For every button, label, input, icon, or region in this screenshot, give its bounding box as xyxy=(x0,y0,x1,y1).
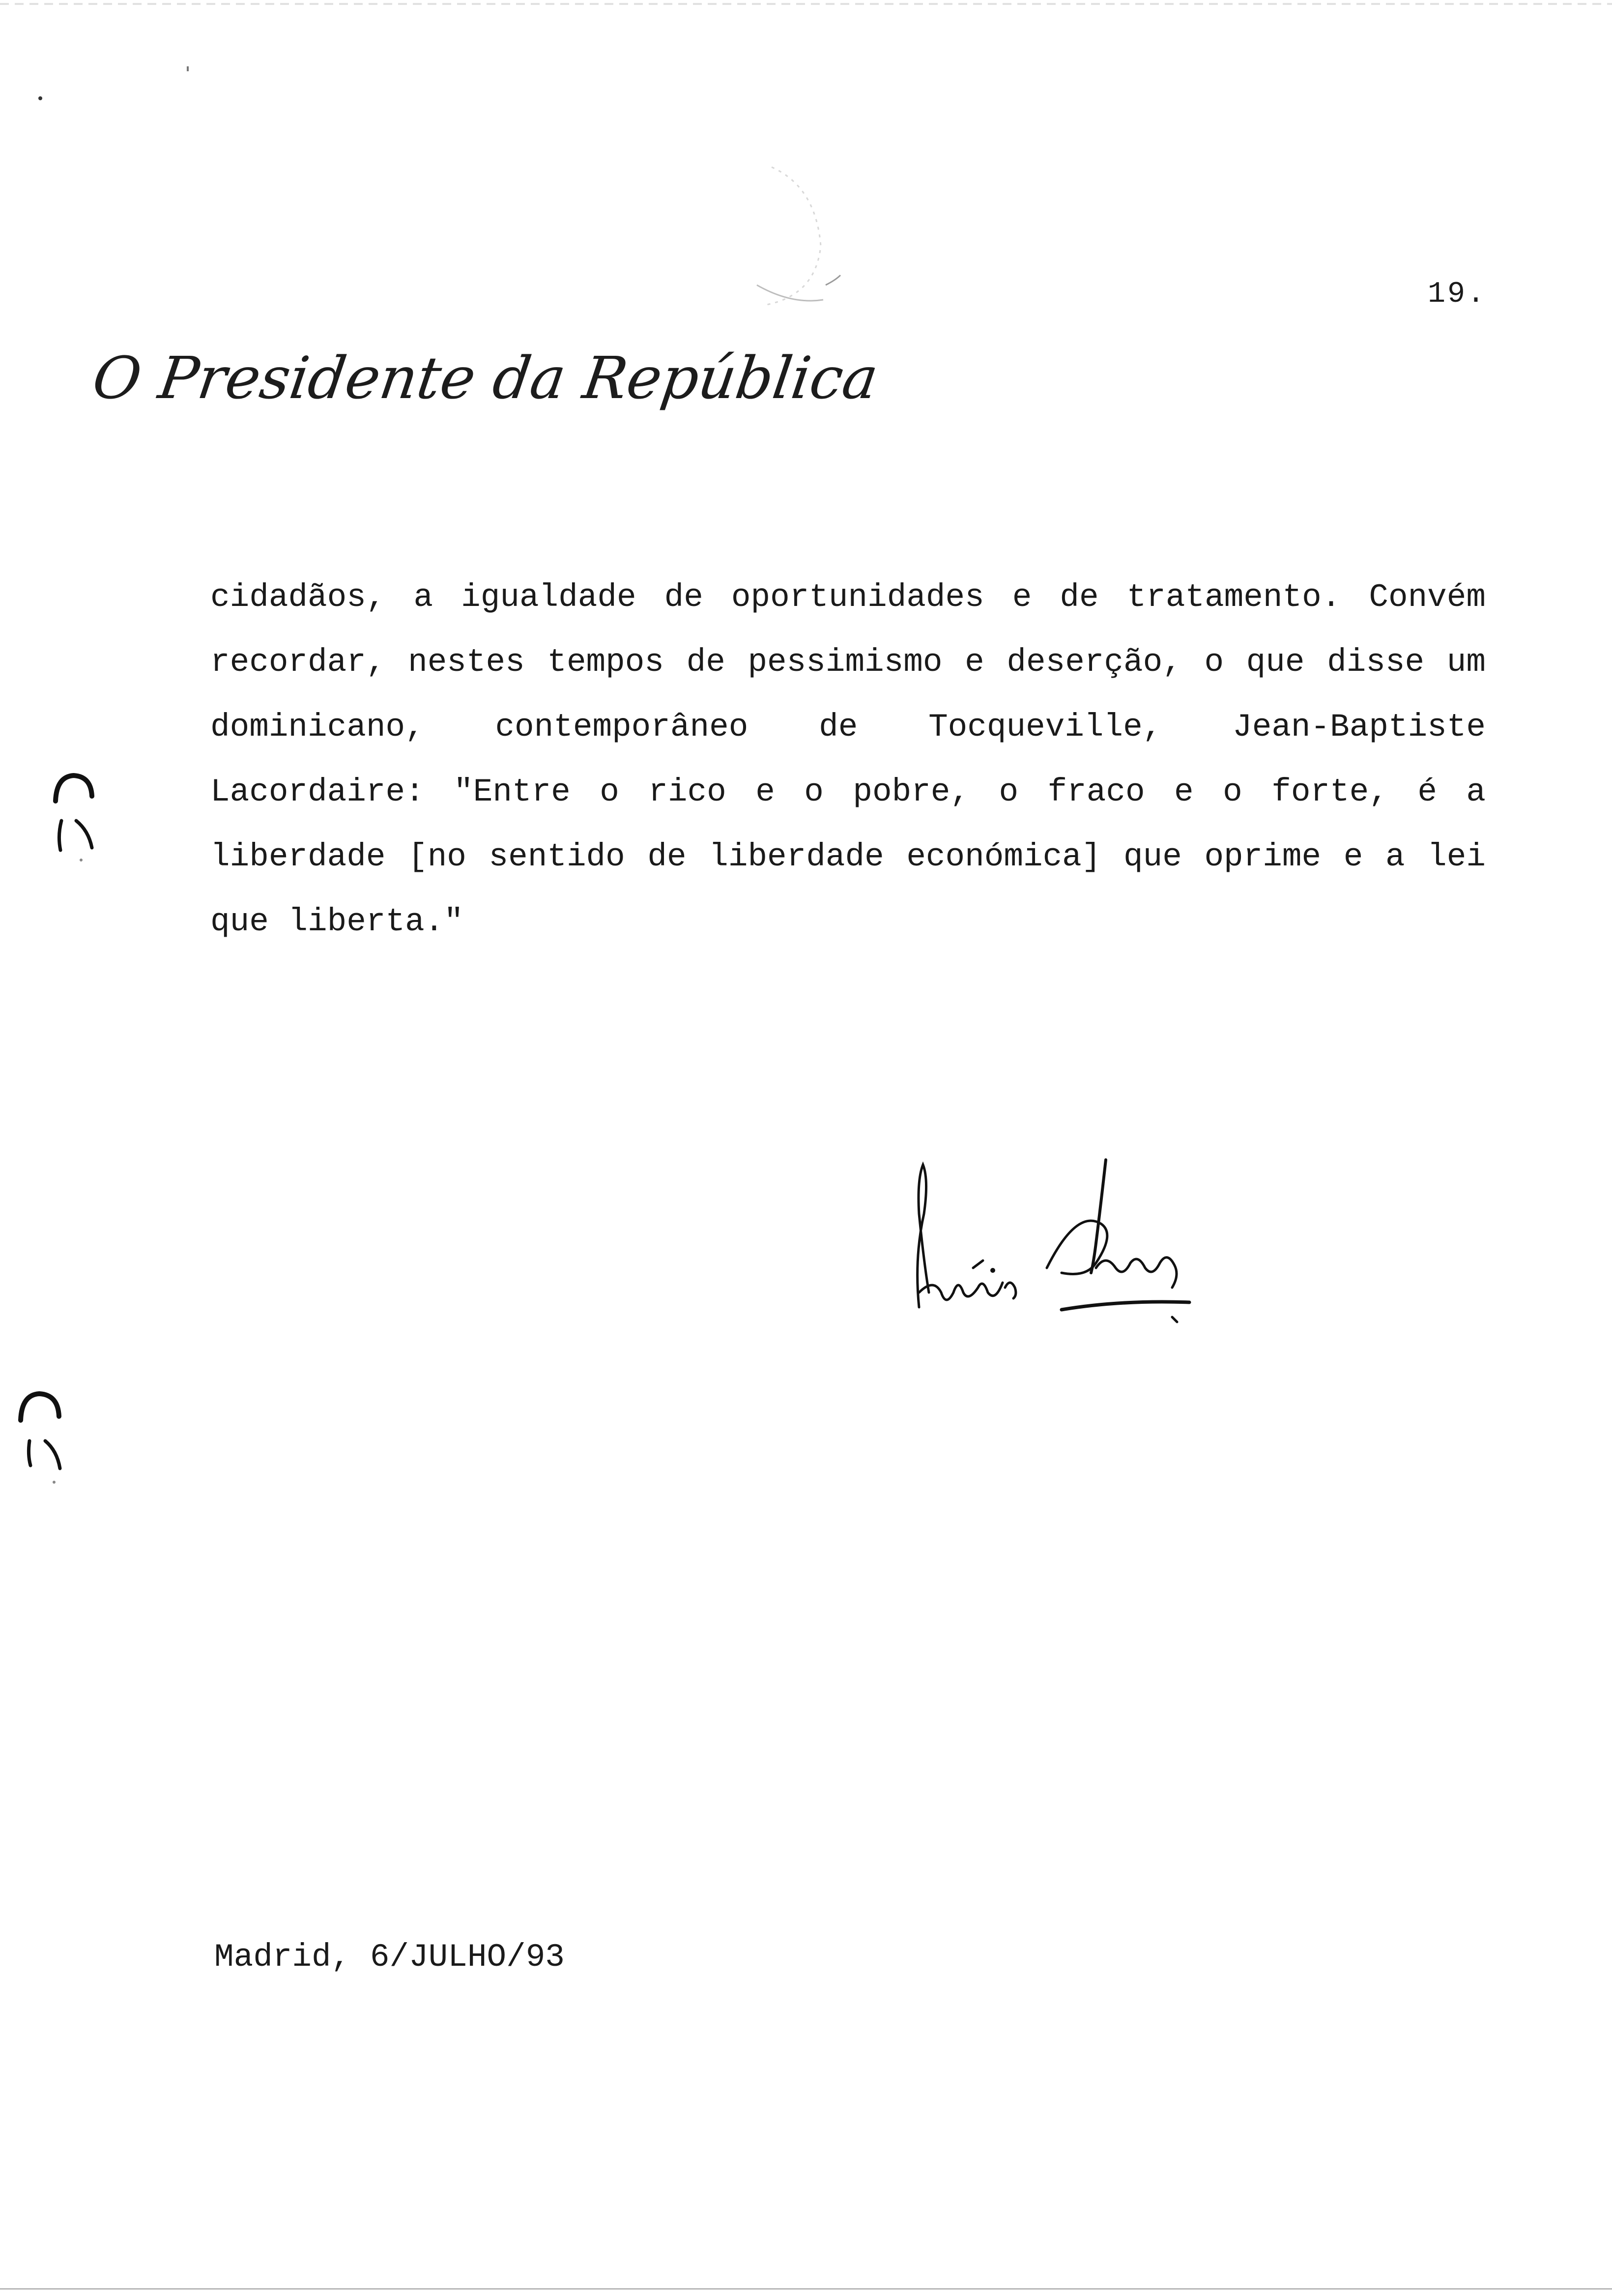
margin-binding-mark xyxy=(47,767,101,865)
body-paragraph xyxy=(210,565,1486,954)
letterhead-title: O Presidente da República xyxy=(88,344,883,412)
page-number: 19. xyxy=(1428,278,1487,311)
place-and-date: Madrid, 6/JULHO/93 xyxy=(214,1939,565,1976)
body-line: cidadãos, a igualdade de oportunidades e de tratamento. Convém xyxy=(210,579,1486,616)
body-line: Lacordaire: "Entre o rico e o pobre, o fraco e o forte, é a xyxy=(210,774,1486,810)
letterhead xyxy=(88,344,883,442)
margin-binding-mark xyxy=(15,1386,69,1489)
scan-speck xyxy=(38,96,42,100)
scan-speck xyxy=(187,66,189,71)
scan-stain xyxy=(737,157,885,319)
body-line: liberdade [no sentido de liberdade económica] que oprime e a lei xyxy=(210,838,1486,875)
scan-top-edge xyxy=(0,3,1612,5)
body-line: dominicano, contemporâneo de Tocqueville, Jean-Baptiste xyxy=(210,709,1486,746)
signature-image xyxy=(899,1145,1204,1332)
body-line: recordar, nestes tempos de pessimismo e deserção, o que disse um xyxy=(210,644,1486,681)
scan-bottom-edge xyxy=(0,2288,1612,2293)
body-line: que liberta." xyxy=(210,903,463,940)
